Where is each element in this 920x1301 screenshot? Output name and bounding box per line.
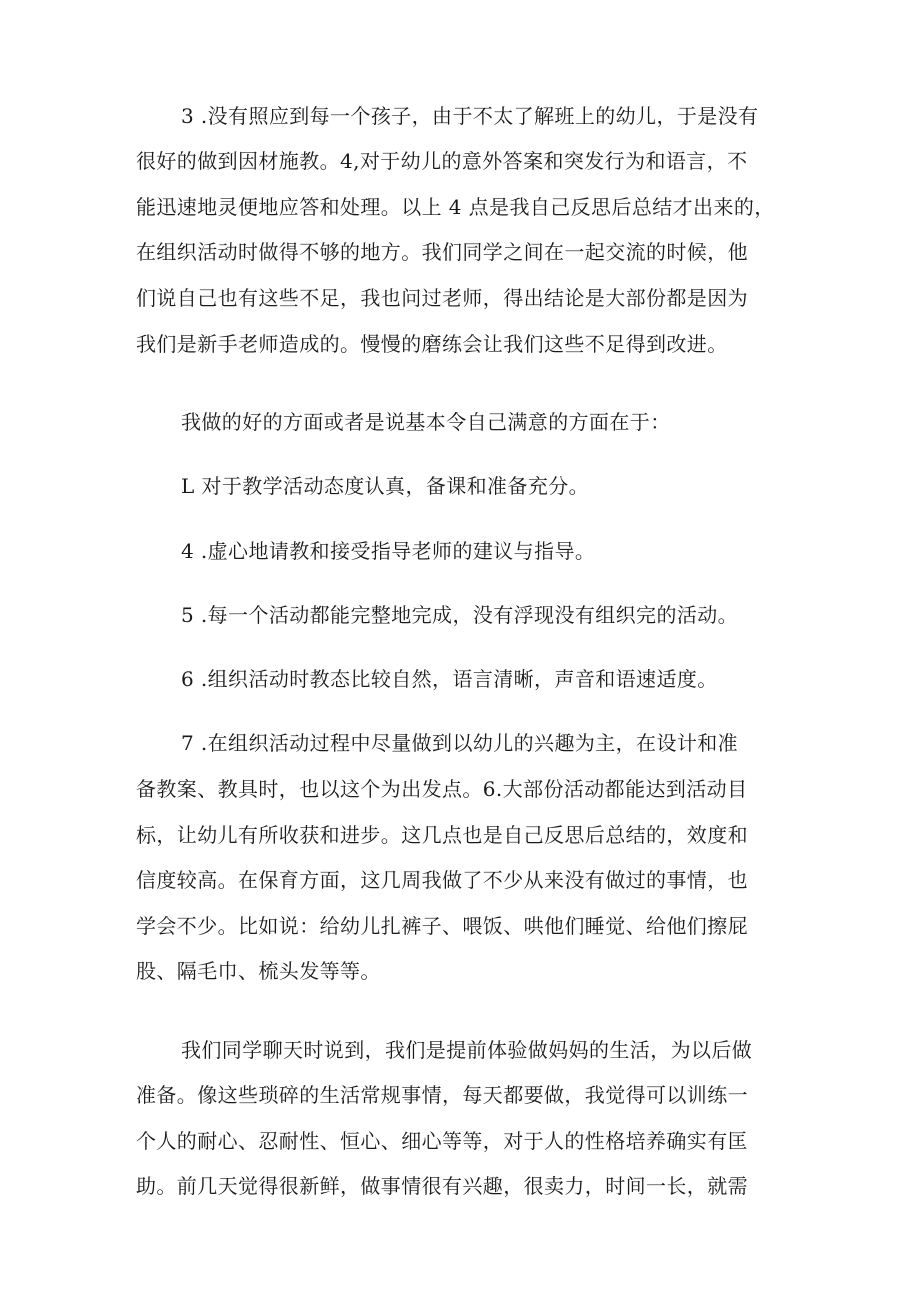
- paragraph-1-line-3: 能迅速地灵便地应答和处理。以上 4 点是我自己反思后总结才出来的，: [136, 195, 775, 219]
- paragraph-1-line-5: 们说自己也有这些不足，我也问过老师，得出结论是大部份都是因为: [136, 286, 748, 310]
- paragraph-8-line-3: 个人的耐心、忍耐性、恒心、细心等等，对于人的性格培养确实有匡: [136, 1129, 748, 1153]
- paragraph-7-line-1: 7 .在组织活动过程中尽量做到以幼儿的兴趣为主，在设计和准: [181, 731, 739, 755]
- list-item-6: 6 .组织活动时教态比较自然，语言清晰，声音和语速适度。: [181, 667, 718, 691]
- list-item-1: L 对于教学活动态度认真，备课和准备充分。: [181, 474, 590, 498]
- paragraph-1-line-4: 在组织活动时做得不够的地方。我们同学之间在一起交流的时候，他: [136, 240, 748, 264]
- paragraph-7-line-2: 备教案、教具时，也以这个为出发点。6.大部份活动都能达到活动目: [136, 777, 748, 801]
- paragraph-1-line-2: 很好的做到因材施教。4,对于幼儿的意外答案和突发行为和语言，不: [136, 149, 748, 173]
- paragraph-1-line-6: 我们是新手老师造成的。慢慢的磨练会让我们这些不足得到改进。: [136, 332, 728, 356]
- paragraph-8-line-1: 我们同学聊天时说到，我们是提前体验做妈妈的生活，为以后做: [181, 1038, 753, 1062]
- paragraph-8-line-2: 准备。像这些琐碎的生活常规事情，每天都要做，我觉得可以训练一: [136, 1083, 748, 1107]
- paragraph-8-line-4: 助。前几天觉得很新鲜，做事情很有兴趣，很卖力，时间一长，就需: [136, 1174, 748, 1198]
- list-item-5: 5 .每一个活动都能完整地完成，没有浮现没有组织完的活动。: [181, 603, 739, 627]
- paragraph-7-line-5: 学会不少。比如说：给幼儿扎裤子、喂饭、哄他们睡觉、给他们擦屁: [136, 914, 748, 938]
- paragraph-7-line-6: 股、隔毛巾、梳头发等等。: [136, 959, 381, 983]
- list-item-4: 4 .虚心地请教和接受指导老师的建议与指导。: [181, 539, 596, 563]
- paragraph-1-line-1: 3 .没有照应到每一个孩子，由于不太了解班上的幼儿，于是没有: [181, 104, 759, 128]
- paragraph-2-line-1: 我做的好的方面或者是说基本令自己满意的方面在于：: [181, 410, 671, 434]
- paragraph-7-line-3: 标，让幼儿有所收获和进步。这几点也是自己反思后总结的，效度和: [136, 823, 748, 847]
- paragraph-7-line-4: 信度较高。在保育方面，这几周我做了不少从来没有做过的事情，也: [136, 868, 748, 892]
